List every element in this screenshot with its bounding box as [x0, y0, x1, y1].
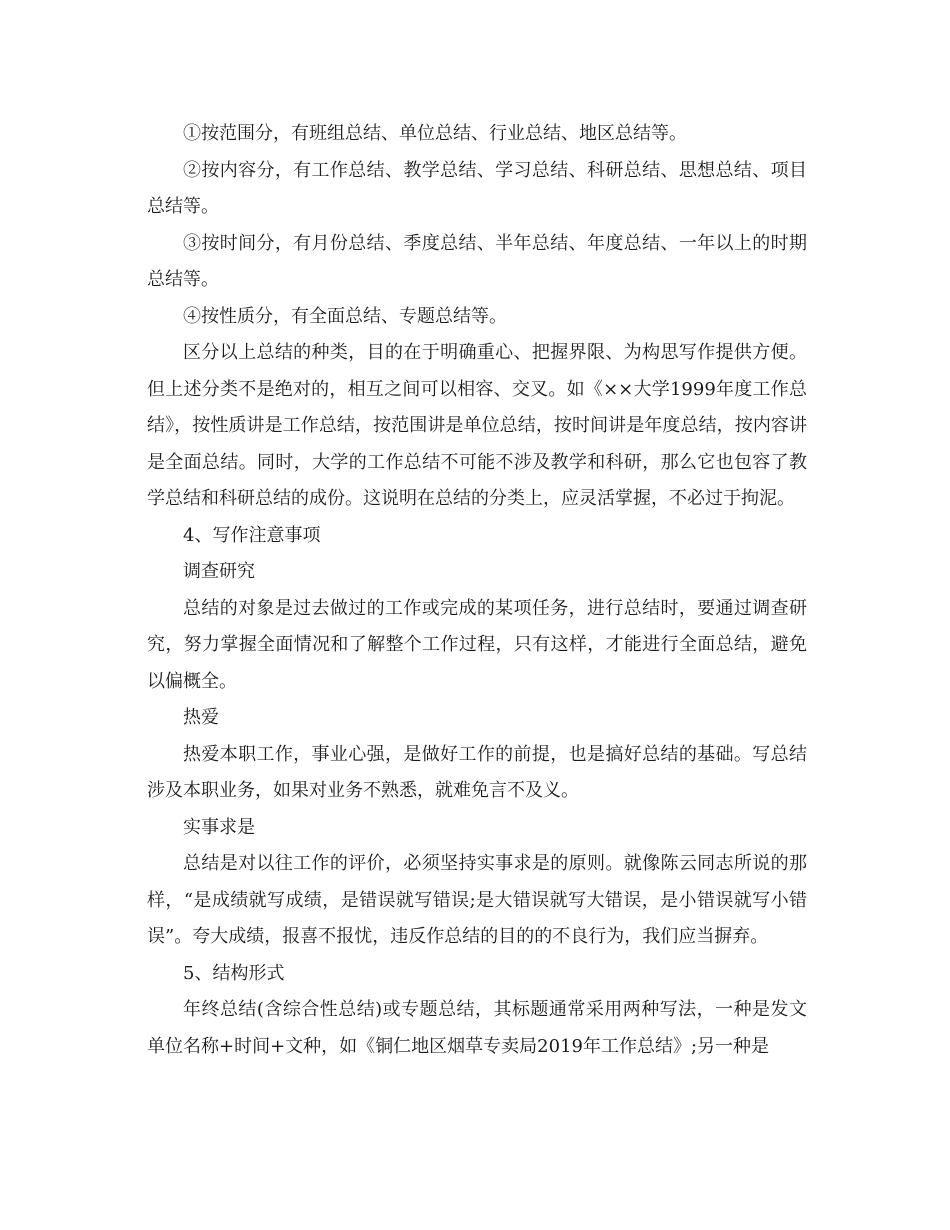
paragraph-classification-purpose: 区分以上总结的种类，目的在于明确重心、把握界限、为构思写作提供方便。但上述分类不是绝对的，相互之间可以相容、交叉。如《××大学1999年度工作总结》，按性质讲是工作总结，按范围讲是单位总结，按时间讲是年度总结，按内容讲是全面总结。同时，大学的工作总结不可能不涉及教学和科研，那么它也包容了教学总结和科研总结的成份。这说明在总结的分类上，应灵活掌握，不必过于拘泥。 — [147, 342, 807, 509]
section-heading-structure: 5、结构形式 — [183, 962, 285, 984]
document-body — [147, 116, 807, 1065]
paragraph-classification-by-scope: ①按范围分，有班组总结、单位总结、行业总结、地区总结等。 — [183, 123, 687, 144]
paragraph-classification-by-time: ③按时间分，有月份总结、季度总结、半年总结、年度总结、一年以上的时期总结等。 — [147, 232, 807, 290]
paragraph-investigation: 总结的对象是过去做过的工作或完成的某项任务，进行总结时，要通过调查研究，努力掌握全面情况和了解整个工作过程，只有这样，才能进行全面总结，避免以偏概全。 — [147, 597, 807, 692]
paragraph-passion: 热爱本职工作，事业心强，是做好工作的前提，也是搞好总结的基础。写总结涉及本职业务，如果对业务不熟悉，就难免言不及义。 — [147, 743, 807, 801]
subheading-passion: 热爱 — [183, 707, 219, 728]
paragraph-structure: 年终总结(含综合性总结)或专题总结，其标题通常采用两种写法，一种是发文单位名称+时间+文种，如《铜仁地区烟草专卖局2019年工作总结》;另一种是 — [147, 999, 807, 1057]
subheading-investigation: 调查研究 — [183, 561, 255, 582]
paragraph-truthfulness: 总结是对以往工作的评价，必须坚持实事求是的原则。就像陈云同志所说的那样，“是成绩就写成绩，是错误就写错误;是大错误就写大错误，是小错误就写小错误”。夸大成绩，报喜不报忧，违反作总结的目的的不良行为，我们应当摒弃。 — [147, 853, 807, 947]
subheading-truthfulness: 实事求是 — [183, 816, 255, 838]
section-heading-writing-notes: 4、写作注意事项 — [183, 524, 321, 546]
paragraph-classification-by-content: ②按内容分，有工作总结、教学总结、学习总结、科研总结、思想总结、项目总结等。 — [147, 159, 807, 217]
paragraph-classification-by-nature: ④按性质分，有全面总结、专题总结等。 — [183, 305, 507, 327]
